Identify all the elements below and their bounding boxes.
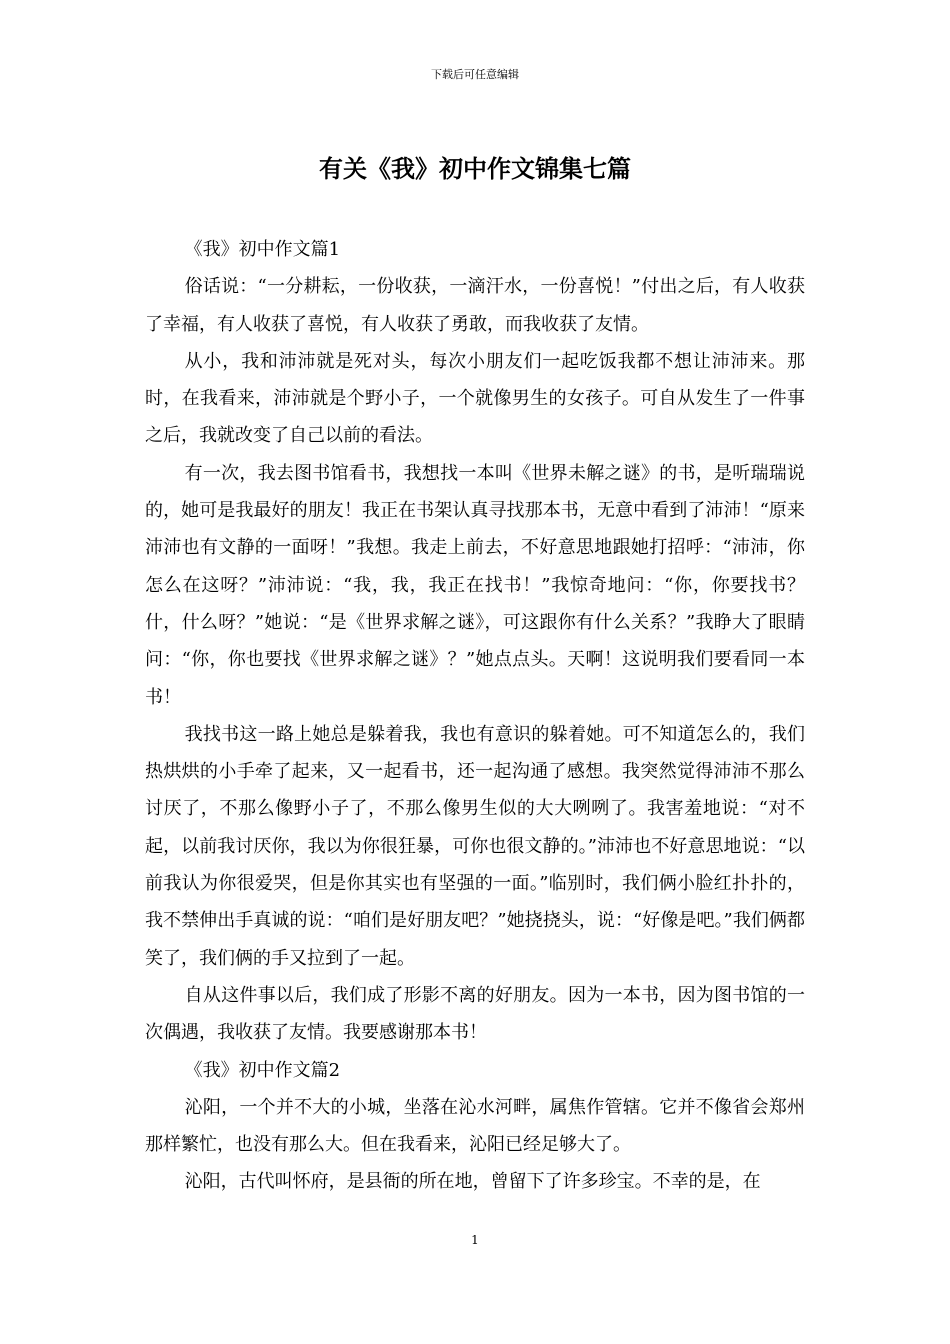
page-number: 1 [471,1233,479,1247]
body-paragraph: 俗话说：“一分耕耘，一份收获，一滴汗水，一份喜悦！”付出之后，有人收获了幸福，有人收获了喜悦，有人收获了勇敢，而我收获了友情。 [145,276,805,335]
body-paragraph: 沁阳，古代叫怀府，是县衙的所在地，曾留下了许多珍宝。不幸的是，在 [184,1171,761,1193]
body-paragraph: 有一次，我去图书馆看书，我想找一本叫《世界未解之谜》的书，是听瑞瑞说的，她可是我最好的朋友！我正在书架认真寻找那本书，无意中看到了沛沛！“原来沛沛也有文静的一面呀！”我想。我走上前去，不好意思地跟她打招呼：“沛沛，你怎么在这呀？”沛沛说：“我，我，我正在找书！”我惊奇地问：“你，你要找书？什，什么呀？”她说：“是《世界求解之谜》，可这跟你有什么关系？”我睁大了眼睛问：“你，你也要找《世界求解之谜》？”她点点头。天啊！这说明我们要看同一本书！ [145,462,805,708]
body-paragraph: 沁阳，一个并不大的小城，坐落在沁水河畔，属焦作管辖。它并不像省会郑州那样繁忙，也没有那么大。但在我看来，沁阳已经足够大了。 [145,1096,805,1156]
document-title: 有关《我》初中作文锦集七篇 [319,155,631,183]
section-heading-2: 《我》初中作文篇2 [184,1059,341,1081]
document-body [145,231,805,1201]
body-paragraph: 我找书这一路上她总是躲着我，我也有意识的躲着她。可不知道怎么的，我们热烘烘的小手牵了起来，又一起看书，还一起沟通了感想。我突然觉得沛沛不那么讨厌了，不那么像野小子了，不那么像男生似的大大咧咧了。我害羞地说：“对不起，以前我讨厌你，我以为你很狂暴，可你也很文静的。”沛沛也不好意思地说：“以前我认为你很爱哭，但是你其实也有坚强的一面。”临别时，我们俩小脸红扑扑的，我不禁伸出手真诚的说：“咱们是好朋友吧？”她挠挠头，说：“好像是吧。”我们俩都笑了，我们俩的手又拉到了一起。 [145,723,805,969]
body-paragraph: 自从这件事以后，我们成了形影不离的好朋友。因为一本书，因为图书馆的一次偶遇，我收获了友情。我要感谢那本书！ [145,984,805,1044]
body-paragraph: 从小，我和沛沛就是死对头，每次小朋友们一起吃饭我都不想让沛沛来。那时，在我看来，沛沛就是个野小子，一个就像男生的女孩子。可自从发生了一件事之后，我就改变了自己以前的看法。 [145,350,805,447]
header-note: 下载后可任意编辑 [431,68,519,81]
section-heading-1: 《我》初中作文篇1 [184,239,341,260]
